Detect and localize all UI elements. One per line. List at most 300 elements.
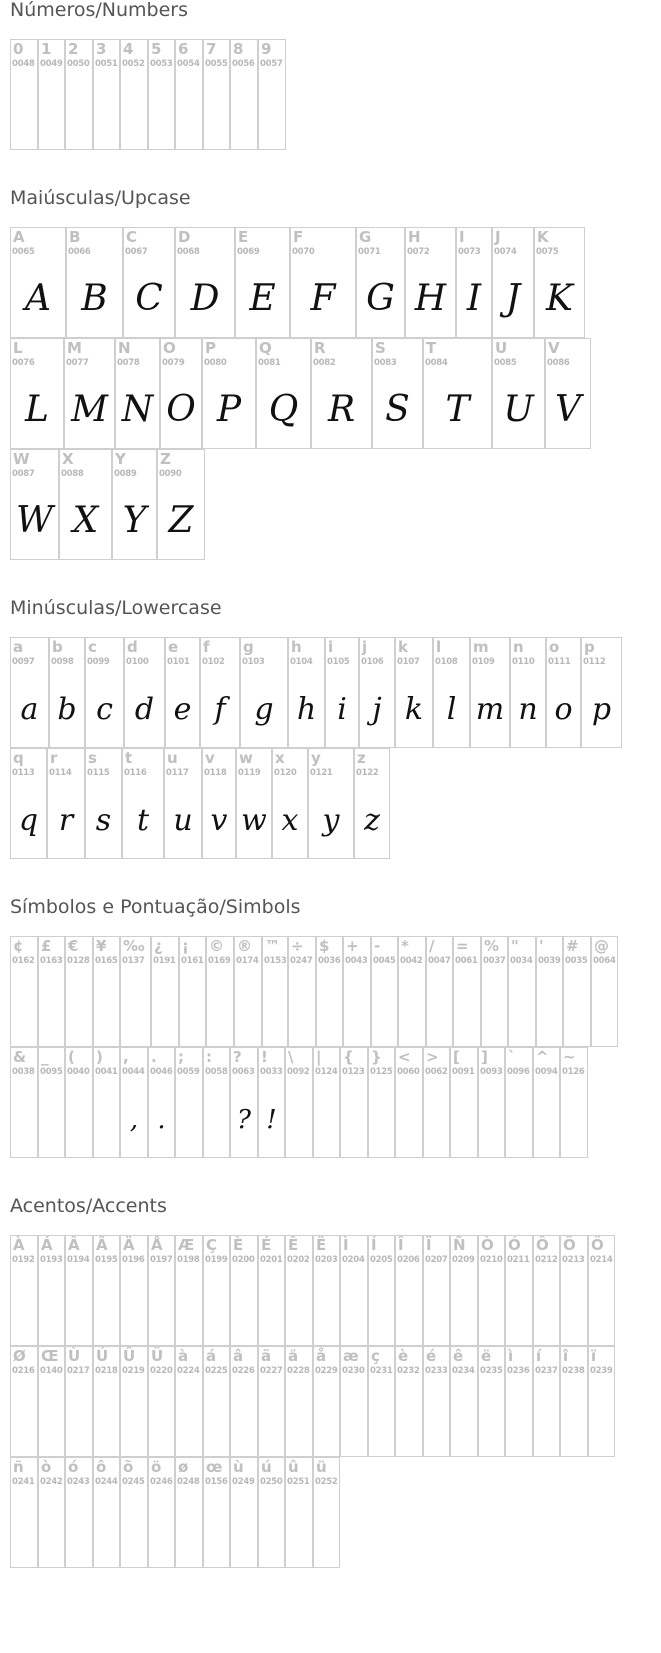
glyph-code-label: 0191 [153,956,176,966]
glyph-char-label: ó [68,1458,79,1476]
glyph-char-label: Z [160,450,171,468]
glyph-code-label: 0041 [95,1067,118,1077]
glyph-code-label: 0229 [315,1366,338,1376]
glyph-code-label: 0121 [310,768,333,778]
glyph-char-label: î [563,1347,569,1365]
glyph-char-label: á [206,1347,217,1365]
glyph-cell [10,227,66,338]
glyph-code-label: 0236 [507,1366,530,1376]
script-glyph: E [249,278,276,319]
glyph-char-label: H [408,228,421,246]
glyph-cell [123,227,175,338]
glyph-code-label: 0095 [40,1067,63,1077]
glyph-char-label: \ [288,1048,294,1066]
script-glyph: ? [237,1105,251,1135]
glyph-cell [165,637,200,748]
glyph-char-label: È [233,1236,244,1254]
glyph-cell [395,637,433,748]
glyph-code-label: 0039 [538,956,561,966]
glyph-char-label: ? [233,1048,242,1066]
glyph-cell [120,1047,148,1158]
glyph-char-label: I [459,228,465,246]
glyph-cell [423,1346,450,1457]
glyph-code-label: 0213 [562,1255,585,1265]
glyph-cell [258,1346,285,1457]
script-glyph: m [475,692,505,727]
glyph-char-label: ¢ [13,937,24,955]
glyph-char-label: Ã [96,1236,108,1254]
glyph-char-label: í [536,1347,542,1365]
glyph-char-label: ù [233,1458,244,1476]
glyph-code-label: 0037 [483,956,506,966]
glyph-cell [285,1047,313,1158]
glyph-cell [38,1346,65,1457]
glyph-cell [423,338,492,449]
glyph-cell [10,748,47,859]
glyph-char-label: ‰ [123,937,145,955]
section-title-simbolos-e-pontuacao-simbols: Símbolos e Pontuação/Simbols [10,896,301,918]
glyph-cell [10,338,64,449]
glyph-code-label: 0044 [122,1067,145,1077]
glyph-char-label: ! [261,1048,268,1066]
glyph-char-label: W [13,450,30,468]
glyph-cell [203,1346,230,1457]
glyph-code-label: 0097 [12,657,35,667]
glyph-cell [470,637,510,748]
glyph-char-label: Ë [316,1236,327,1254]
glyph-cell [203,39,230,150]
glyph-char-label: Q [259,339,272,357]
glyph-code-label: 0216 [12,1366,35,1376]
glyph-char-label: Ê [288,1236,299,1254]
glyph-char-label: 1 [41,40,52,58]
glyph-code-label: 0085 [494,358,517,368]
glyph-code-label: 0076 [12,358,35,368]
glyph-cell [456,227,492,338]
glyph-char-label: v [205,749,215,767]
script-glyph: L [25,389,49,430]
glyph-cell [85,637,124,748]
glyph-char-label: 8 [233,40,244,58]
glyph-cell [340,1346,368,1457]
glyph-code-label: 0034 [510,956,533,966]
glyph-char-label: E [238,228,249,246]
glyph-cell [313,1457,340,1568]
glyph-code-label: 0205 [370,1255,393,1265]
glyph-char-label: j [362,638,368,656]
glyph-code-label: 0230 [342,1366,365,1376]
glyph-char-label: 4 [123,40,134,58]
glyph-cell [10,637,49,748]
glyph-code-label: 0066 [68,247,91,257]
glyph-cell [478,1047,505,1158]
glyph-char-label: R [314,339,326,357]
glyph-code-label: 0084 [425,358,448,368]
glyph-code-label: 0153 [264,956,287,966]
glyph-char-label: £ [41,937,52,955]
glyph-char-label: U [495,339,508,357]
glyph-code-label: 0102 [202,657,225,667]
glyph-cell [235,227,290,338]
glyph-code-label: 0086 [547,358,570,368]
glyph-char-label: X [62,450,74,468]
glyph-char-label: ` [508,1048,516,1066]
glyph-code-label: 0104 [290,657,313,667]
script-glyph: j [372,692,382,727]
glyph-char-label: C [126,228,138,246]
glyph-char-label: ~ [563,1048,576,1066]
glyph-cell [533,1047,560,1158]
glyph-char-label: ò [41,1458,52,1476]
glyph-cell [563,936,591,1047]
glyph-char-label: æ [343,1347,359,1365]
script-glyph: U [503,389,534,430]
glyph-code-label: 0093 [480,1067,503,1077]
glyph-code-label: 0219 [122,1366,145,1376]
glyph-cell [236,748,272,859]
glyph-char-label: _ [41,1048,49,1066]
glyph-char-label: Ä [123,1236,135,1254]
glyph-char-label: ë [481,1347,492,1365]
glyph-char-label: É [261,1236,272,1254]
glyph-cell [203,1235,230,1346]
script-glyph: a [20,692,39,727]
glyph-char-label: S [375,339,386,357]
section-title-numeros-numbers: Números/Numbers [10,0,188,21]
glyph-code-label: 0057 [260,59,283,69]
glyph-code-label: 0246 [150,1477,173,1487]
glyph-cell [203,1457,230,1568]
glyph-code-label: 0199 [205,1255,228,1265]
glyph-char-label: Ó [508,1236,521,1254]
glyph-code-label: 0052 [122,59,145,69]
script-glyph: x [281,803,299,838]
glyph-char-label: õ [123,1458,134,1476]
glyph-cell [478,1346,505,1457]
glyph-code-label: 0243 [67,1477,90,1487]
glyph-code-label: 0242 [40,1477,63,1487]
glyph-code-label: 0224 [177,1366,200,1376]
glyph-cell [65,1235,93,1346]
glyph-code-label: 0198 [177,1255,200,1265]
glyph-cell [148,1457,175,1568]
glyph-cell [311,338,372,449]
script-glyph: o [554,692,573,727]
glyph-code-label: 0106 [361,657,384,667]
glyph-code-label: 0233 [425,1366,448,1376]
glyph-char-label: À [13,1236,25,1254]
glyph-cell [450,1235,478,1346]
glyph-code-label: 0055 [205,59,228,69]
glyph-char-label: s [88,749,97,767]
glyph-char-label: h [291,638,302,656]
glyph-char-label: > [426,1048,439,1066]
glyph-code-label: 0193 [40,1255,63,1265]
glyph-char-label: Î [398,1236,404,1254]
glyph-char-label: % [484,937,500,955]
script-glyph: . [157,1105,166,1135]
glyph-cell [93,1457,120,1568]
glyph-cell [10,936,38,1047]
script-glyph: K [546,278,573,319]
glyph-cell [38,1235,65,1346]
glyph-cell [234,936,262,1047]
glyph-code-label: 0203 [315,1255,338,1265]
glyph-char-label: 9 [261,40,272,58]
glyph-char-label: ( [68,1048,75,1066]
glyph-cell [93,936,120,1047]
section-title-minusculas-lowercase: Minúsculas/Lowercase [10,597,222,619]
glyph-cell [368,1346,395,1457]
glyph-code-label: 0237 [535,1366,558,1376]
glyph-cell [38,39,65,150]
glyph-cell [588,1235,615,1346]
glyph-code-label: 0092 [287,1067,310,1077]
glyph-code-label: 0128 [67,956,90,966]
script-glyph: u [173,803,193,838]
glyph-char-label: # [566,937,579,955]
glyph-char-label: ¥ [96,937,107,955]
glyph-char-label: ç [371,1347,380,1365]
glyph-char-label: û [288,1458,299,1476]
glyph-cell [308,748,354,859]
glyph-char-label: = [456,937,469,955]
glyph-code-label: 0247 [290,956,313,966]
glyph-code-label: 0195 [95,1255,118,1265]
script-glyph: s [95,803,112,838]
glyph-cell [450,1346,478,1457]
glyph-cell [288,936,316,1047]
glyph-cell [175,227,235,338]
glyph-code-label: 0117 [166,768,189,778]
glyph-cell [120,936,151,1047]
script-glyph: t [136,803,150,838]
glyph-code-label: 0036 [318,956,341,966]
glyph-code-label: 0115 [87,768,110,778]
glyph-code-label: 0046 [150,1067,173,1077]
section-title-acentos-accents: Acentos/Accents [10,1195,167,1217]
glyph-char-label: © [209,937,224,955]
glyph-char-label: Ú [96,1347,109,1365]
script-glyph: n [518,692,538,727]
glyph-code-label: 0069 [237,247,260,257]
script-glyph: d [134,692,155,727]
script-glyph: z [364,803,380,838]
glyph-cell [534,227,585,338]
glyph-char-label: l [436,638,442,656]
glyph-cell [371,936,398,1047]
glyph-char-label: Û [123,1347,136,1365]
glyph-code-label: 0228 [287,1366,310,1376]
glyph-char-label: è [398,1347,409,1365]
glyph-code-label: 0109 [472,657,495,667]
glyph-cell [47,748,85,859]
glyph-char-label: Í [371,1236,377,1254]
glyph-code-label: 0210 [480,1255,503,1265]
glyph-cell [120,39,148,150]
glyph-code-label: 0241 [12,1477,35,1487]
glyph-char-label: n [513,638,524,656]
glyph-cell [175,1047,203,1158]
glyph-char-label: p [584,638,595,656]
script-glyph: B [81,278,108,319]
glyph-cell [148,39,175,150]
glyph-char-label: & [13,1048,27,1066]
glyph-code-label: 0091 [452,1067,475,1077]
glyph-cell [368,1047,395,1158]
glyph-char-label: ™ [265,937,280,955]
glyph-char-label: ü [316,1458,327,1476]
glyph-cell [368,1235,395,1346]
glyph-char-label: f [203,638,210,656]
glyph-code-label: 0248 [177,1477,200,1487]
glyph-char-label: ø [178,1458,189,1476]
glyph-char-label: Õ [563,1236,576,1254]
glyph-code-label: 0081 [258,358,281,368]
glyph-code-label: 0054 [177,59,200,69]
glyph-cell [423,1235,450,1346]
glyph-char-label: z [357,749,366,767]
glyph-char-label: N [118,339,131,357]
glyph-cell [65,936,93,1047]
glyph-cell [481,936,508,1047]
glyph-char-label: O [163,339,176,357]
glyph-code-label: 0122 [356,768,379,778]
glyph-cell [120,1457,148,1568]
glyph-char-label: " [511,937,519,955]
glyph-code-label: 0056 [232,59,255,69]
glyph-char-label: P [205,339,216,357]
glyph-code-label: 0124 [315,1067,338,1077]
glyph-char-label: , [123,1048,129,1066]
glyph-cell [151,936,179,1047]
glyph-code-label: 0113 [12,768,35,778]
script-glyph: Z [168,500,194,541]
script-glyph: H [414,278,447,319]
script-glyph: W [15,500,53,541]
glyph-cell [10,1346,38,1457]
glyph-code-label: 0120 [274,768,297,778]
script-glyph: y [322,803,340,838]
glyph-char-label: k [398,638,408,656]
glyph-char-label: 5 [151,40,162,58]
glyph-cell [179,936,206,1047]
glyph-code-label: 0042 [400,956,423,966]
glyph-cell [65,39,93,150]
glyph-cell [256,338,311,449]
glyph-char-label: Ù [68,1347,81,1365]
glyph-char-label: Ï [426,1236,432,1254]
glyph-cell [120,1235,148,1346]
glyph-char-label: ì [508,1347,514,1365]
glyph-code-label: 0207 [425,1255,448,1265]
glyph-cell [230,1346,258,1457]
glyph-code-label: 0082 [313,358,336,368]
glyph-cell [423,1047,450,1158]
glyph-code-label: 0245 [122,1477,145,1487]
glyph-code-label: 0096 [507,1067,530,1077]
glyph-char-label: e [168,638,179,656]
glyph-char-label: 6 [178,40,189,58]
glyph-code-label: 0087 [12,469,35,479]
glyph-char-label: ô [96,1458,107,1476]
glyph-cell [148,1235,175,1346]
glyph-cell [203,1047,230,1158]
glyph-code-label: 0162 [12,956,35,966]
script-glyph: C [135,278,163,319]
glyph-code-label: 0137 [122,956,145,966]
glyph-cell [426,936,453,1047]
glyph-cell [164,748,202,859]
glyph-char-label: x [275,749,285,767]
glyph-code-label: 0161 [181,956,204,966]
glyph-char-label: Ü [151,1347,164,1365]
glyph-char-label: ) [96,1048,103,1066]
glyph-char-label: Â [68,1236,80,1254]
glyph-code-label: 0225 [205,1366,228,1376]
glyph-char-label: : [206,1048,212,1066]
glyph-cell [10,1047,38,1158]
glyph-code-label: 0218 [95,1366,118,1376]
glyph-code-label: 0201 [260,1255,283,1265]
glyph-cell [313,1346,340,1457]
glyph-cell [405,227,456,338]
glyph-cell [398,936,426,1047]
glyph-code-label: 0062 [425,1067,448,1077]
glyph-code-label: 0238 [562,1366,585,1376]
glyph-code-label: 0163 [40,956,63,966]
script-glyph: D [190,278,220,319]
script-glyph: , [129,1105,139,1135]
glyph-code-label: 0165 [95,956,118,966]
glyph-cell [160,338,202,449]
glyph-cell [93,39,120,150]
glyph-char-label: r [50,749,58,767]
glyph-char-label: Ñ [453,1236,466,1254]
glyph-cell [533,1235,560,1346]
glyph-cell [93,1346,120,1457]
glyph-cell [285,1235,313,1346]
glyph-cell [59,449,112,560]
glyph-code-label: 0077 [66,358,89,368]
glyph-char-label: F [293,228,304,246]
glyph-cell [450,1047,478,1158]
glyph-char-label: < [398,1048,411,1066]
glyph-code-label: 0114 [49,768,72,778]
glyph-code-label: 0196 [122,1255,145,1265]
glyph-char-label: Á [41,1236,53,1254]
glyph-cell [175,1235,203,1346]
glyph-cell [354,748,390,859]
glyph-code-label: 0110 [512,657,535,667]
glyph-char-label: d [127,638,138,656]
glyph-code-label: 0204 [342,1255,365,1265]
glyph-cell [240,637,288,748]
glyph-code-label: 0038 [12,1067,35,1077]
glyph-cell [10,39,38,150]
glyph-char-label: ã [261,1347,272,1365]
glyph-char-label: D [178,228,191,246]
glyph-cell [536,936,563,1047]
glyph-char-label: K [537,228,549,246]
glyph-code-label: 0071 [358,247,381,257]
glyph-char-label: ö [151,1458,162,1476]
glyph-cell [505,1047,533,1158]
script-glyph: l [446,692,457,727]
script-glyph: e [173,692,192,727]
glyph-code-label: 0043 [345,956,368,966]
glyph-code-label: 0169 [208,956,231,966]
